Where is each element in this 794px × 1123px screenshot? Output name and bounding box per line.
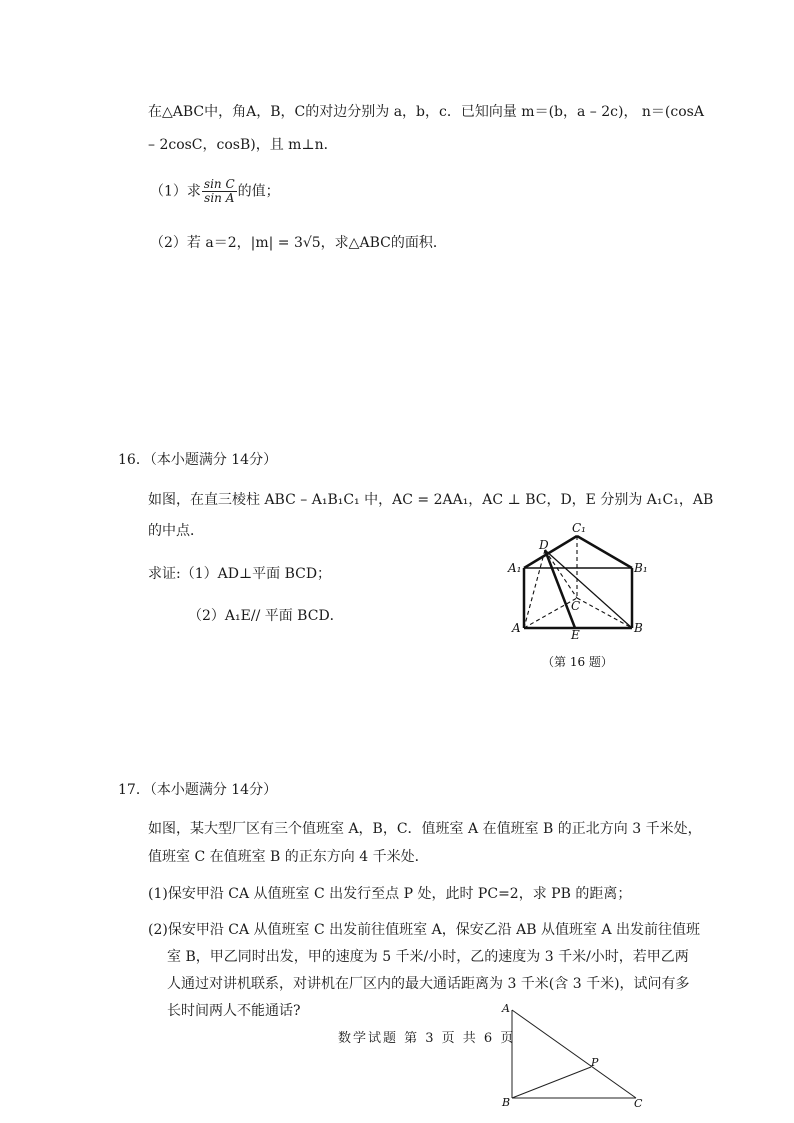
p16-prism-figure: [500, 518, 660, 678]
p15-q1-suffix: 的值；: [237, 183, 280, 200]
p16-proof2: （2）A₁E// 平面 BCD．: [188, 608, 344, 624]
p15-question1: [150, 178, 280, 205]
p15-line2: – 2cosC，cosB)，且 m⊥n．: [148, 137, 338, 153]
p17-question2-line2: 室 B，甲乙同时出发，甲的速度为 5 千米/小时，乙的速度为 3 千米/小时，若甲乙两: [167, 949, 689, 965]
label-c: C: [571, 599, 581, 613]
label-tri-b: B: [502, 1096, 511, 1109]
page-footer: 数学试题 第 3 页 共 6 页: [338, 1031, 516, 1046]
label-a: A: [512, 621, 521, 635]
p16-line2: 的中点．: [148, 523, 204, 539]
label-b1: B₁: [634, 561, 648, 575]
p17-line1: 如图，某大型厂区有三个值班室 A，B，C．值班室 A 在值班室 B 的正北方向 3 千米处，: [148, 821, 702, 837]
p16-header: 16．（本小题满分 14分）: [118, 452, 278, 468]
p16-figure-caption: （第 16 题）: [542, 655, 613, 669]
label-c1: C₁: [572, 521, 586, 535]
p15-fraction: [202, 178, 237, 205]
p15-fraction-denominator: sin A: [204, 191, 235, 206]
label-tri-p: P: [591, 1056, 599, 1069]
p17-triangle-figure: [498, 1000, 648, 1112]
p17-header: 17．（本小题满分 14分）: [118, 782, 278, 798]
p15-question2: （2）若 a＝2，|m| = 3√5，求△ABC的面积．: [150, 235, 447, 251]
p15-line1: 在△ABC中，角A，B，C的对边分别为 a，b，c．已知向量 m＝(b，a – 2c)， n＝(cosA: [148, 104, 704, 120]
p17-question2-line1: (2)保安甲沿 CA 从值班室 C 出发前往值班室 A，保安乙沿 AB 从值班室 A 出发前往值班: [148, 922, 701, 938]
label-tri-a: A: [502, 1002, 510, 1015]
label-tri-c: C: [634, 1097, 643, 1110]
p17-line2: 值班室 C 在值班室 B 的正东方向 4 千米处．: [148, 849, 429, 865]
label-d: D: [539, 538, 549, 552]
p17-question2-line3: 人通过对讲机联系，对讲机在厂区内的最大通话距离为 3 千米(含 3 千米)，试问有多: [167, 976, 690, 992]
p15-q1-prefix: （1）求: [150, 183, 201, 200]
p16-proof1: 求证:（1）AD⊥平面 BCD；: [148, 566, 332, 582]
p16-line1: 如图，在直三棱柱 ABC – A₁B₁C₁ 中，AC = 2AA₁，AC ⊥ BC，D，E 分别为 A₁C₁，AB: [148, 492, 714, 508]
p15-fraction-numerator: sin C: [203, 177, 235, 191]
label-e: E: [571, 628, 580, 642]
p17-question1: (1)保安甲沿 CA 从值班室 C 出发行至点 P 处，此时 PC=2，求 PB 的距离；: [148, 886, 632, 902]
label-a1: A₁: [508, 561, 522, 575]
label-b: B: [634, 621, 643, 635]
p17-question2-line4: 长时间两人不能通话?: [167, 1003, 301, 1019]
